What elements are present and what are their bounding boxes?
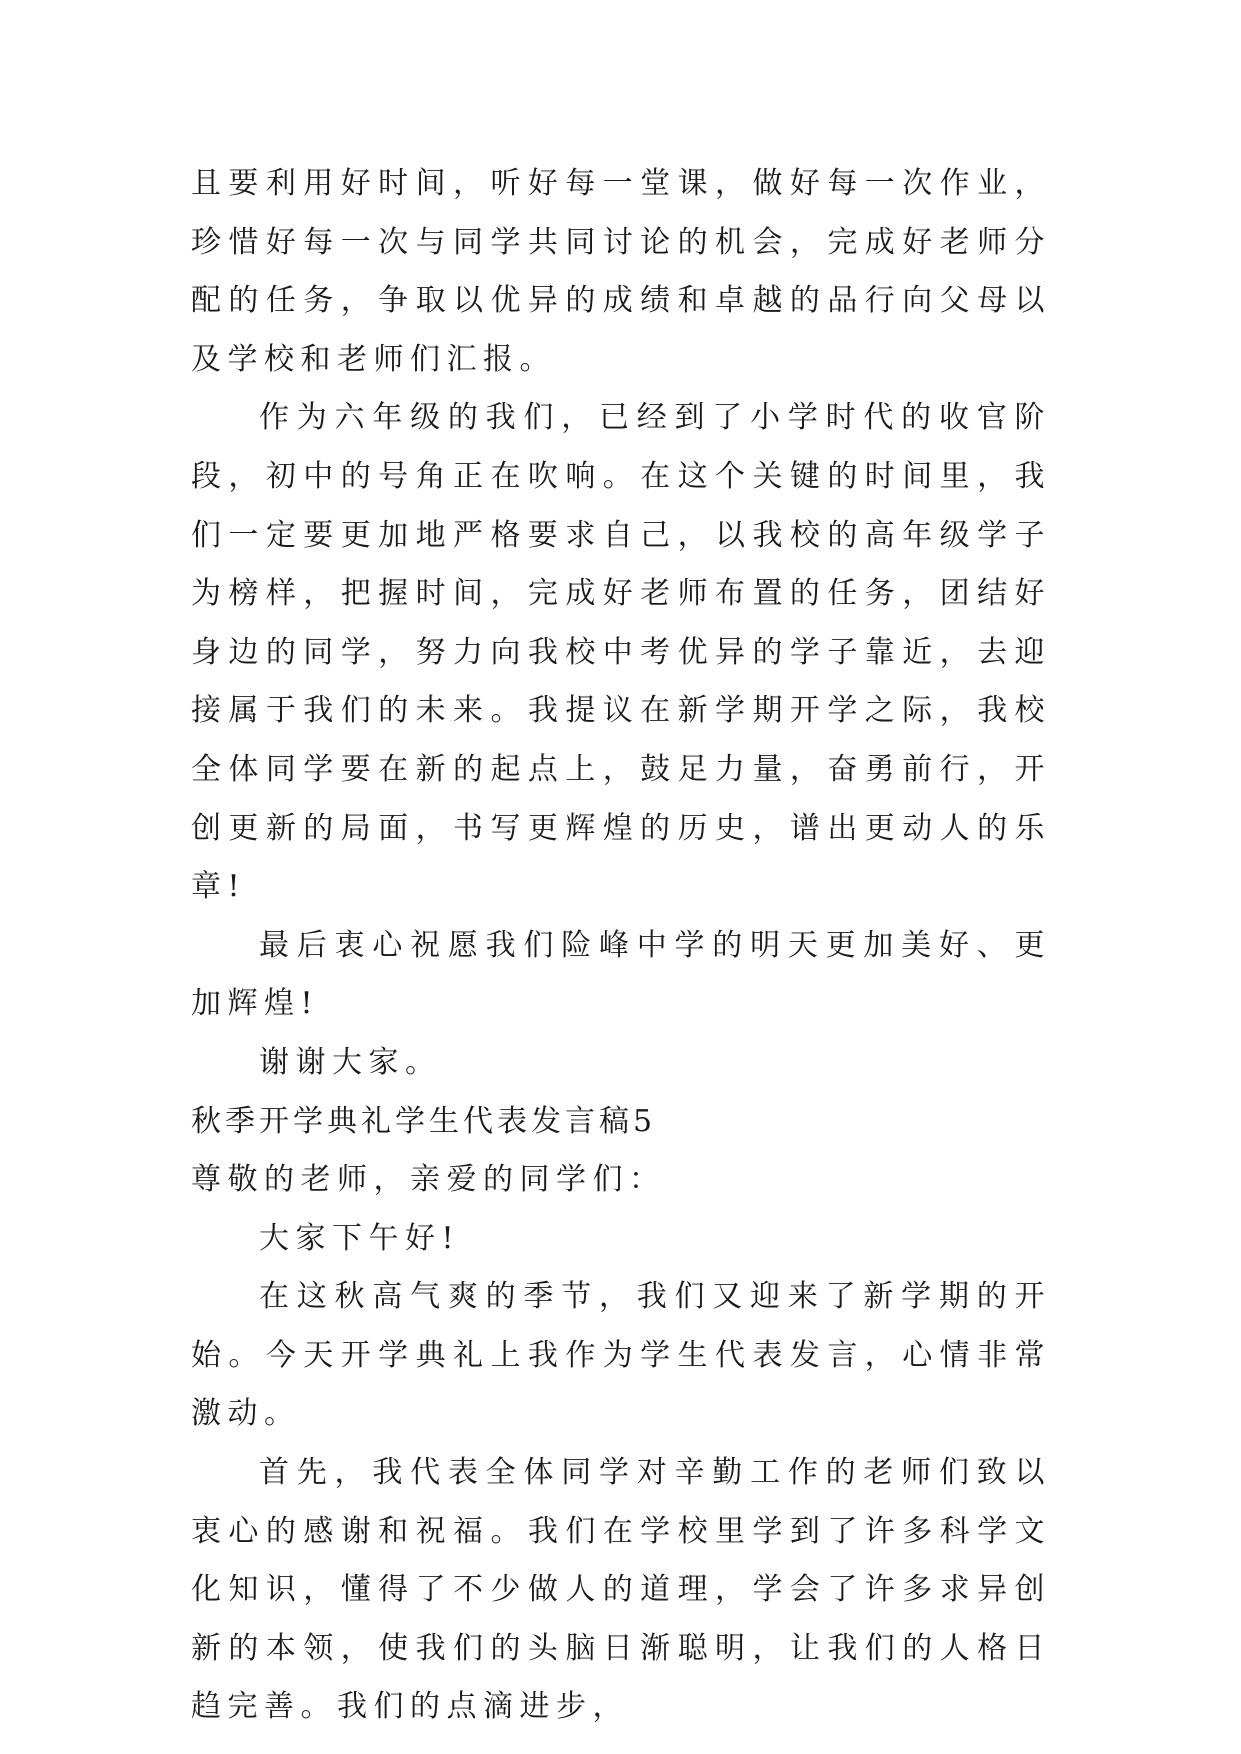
paragraph-grade-six: 作为六年级的我们，已经到了小学时代的收官阶段，初中的号角正在吹响。在这个关键的时间里，我们一定要更加地严格要求自己，以我校的高年级学子为榜样，把握时间，完成好老师布置的任务，团结好身边的同学，努力向我校中考优异的学子靠近，去迎接属于我们的未来。我提议在新学期开学之际，我校全体同学要在新的起点上，鼓足力量，奋勇前行，开创更新的局面，书写更辉煌的历史，谱出更动人的乐章!	[191, 400, 1051, 905]
paragraph-continuation: 且要利用好时间，听好每一堂课，做好每一次作业，珍惜好每一次与同学共同讨论的机会，完成好老师分配的任务，争取以优异的成绩和卓越的品行向父母以及学校和老师们汇报。	[191, 166, 1051, 377]
salutation: 尊敬的老师，亲爱的同学们：	[191, 1162, 666, 1198]
body-text	[191, 155, 1051, 1737]
greeting: 大家下午好!	[259, 1220, 461, 1256]
section-title: 秋季开学典礼学生代表发言稿5	[191, 1103, 657, 1139]
paragraph-gratitude: 首先，我代表全体同学对辛勤工作的老师们致以衷心的感谢和祝福。我们在学校里学到了许多科学文化知识，懂得了不少做人的道理，学会了许多求异创新的本领，使我们的头脑日渐聪明，让我们的人格日趋完善。我们的点滴进步，	[191, 1455, 1051, 1725]
paragraph-opening: 在这秋高气爽的季节，我们又迎来了新学期的开始。今天开学典礼上我作为学生代表发言，心情非常激动。	[191, 1279, 1051, 1432]
paragraph-thanks: 谢谢大家。	[259, 1044, 442, 1080]
paragraph-closing-wish: 最后衷心祝愿我们险峰中学的明天更加美好、更加辉煌!	[191, 927, 1051, 1022]
